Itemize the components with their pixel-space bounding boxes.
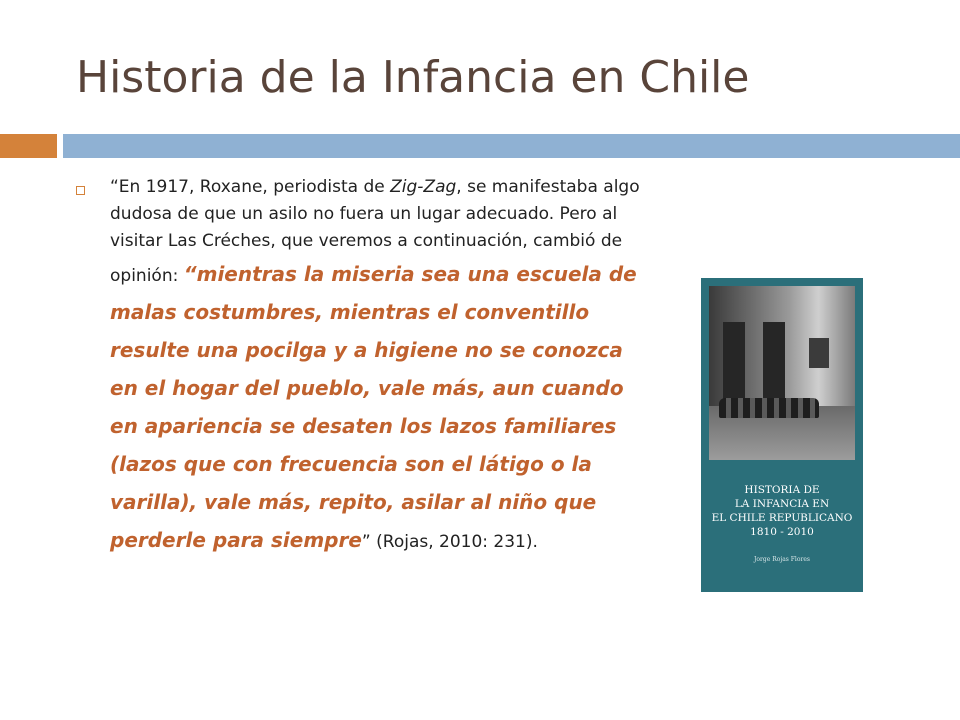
citation: ” (Rojas, 2010: 231). xyxy=(361,532,538,552)
cover-title-line: 1810 - 2010 xyxy=(750,526,814,538)
body-paragraph xyxy=(110,174,650,559)
cover-title-line: LA INFANCIA EN xyxy=(734,498,830,510)
magazine-name: Zig-Zag xyxy=(390,177,457,197)
intro-text-end: , se manifestaba algo dudosa de que un asilo no fuera un lugar adecuado. Pero al visitar Las Créches, que veremos a continuación, cambió de opinión: xyxy=(110,177,640,286)
highlighted-quote: “mientras la miseria sea una escuela de malas costumbres, mientras el conventillo resulte una pocilga y a higiene no se conozca en el hogar del pueblo, vale más, aun cuando en apariencia se desaten los lazos familiares (lazos que con frecuencia son el látigo o la varilla), vale más, repito, asilar al niño que perderle para siempre xyxy=(110,262,637,552)
cover-photo-door xyxy=(723,322,745,408)
cover-photo xyxy=(709,286,855,460)
cover-title xyxy=(701,483,863,539)
intro-text-start: “En 1917, Roxane, periodista de xyxy=(110,177,391,197)
cover-photo-window xyxy=(809,338,829,368)
cover-photo-door xyxy=(763,322,785,408)
cover-title-line: HISTORIA DE xyxy=(744,484,820,496)
book-cover-image xyxy=(701,278,863,592)
accent-band-blue xyxy=(63,134,960,158)
accent-band-orange xyxy=(0,134,57,158)
bullet-square-icon xyxy=(76,186,85,195)
cover-author: Jorge Rojas Flores xyxy=(754,556,810,563)
cover-photo-children xyxy=(719,398,819,418)
slide-title: Historia de la Infancia en Chile xyxy=(76,52,750,103)
cover-title-line: EL CHILE REPUBLICANO xyxy=(711,512,853,524)
